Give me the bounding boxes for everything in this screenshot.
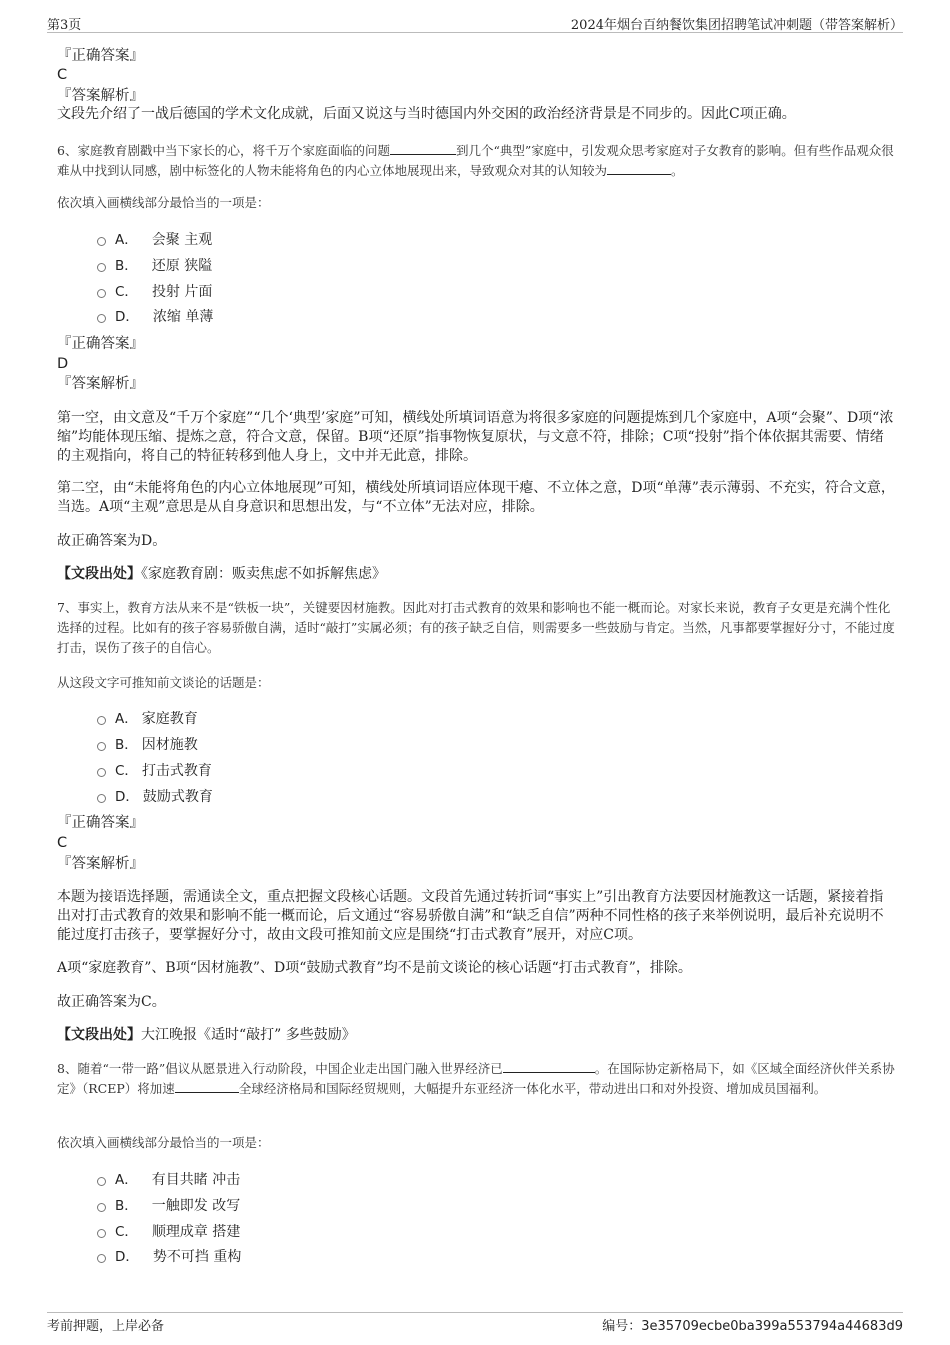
fill-blank <box>390 142 456 155</box>
question-8-option-d[interactable]: D． 势不可挡 重构 <box>97 1248 241 1266</box>
analysis-conclusion: 故正确答案为C。 <box>57 994 166 1010</box>
question-6-option-a[interactable]: A． 会聚 主观 <box>97 231 212 249</box>
source-citation <box>57 1026 897 1045</box>
radio-icon[interactable] <box>97 794 106 803</box>
question-6-prompt: 依次填入画横线部分最恰当的一项是： <box>57 195 270 210</box>
question-7-prompt: 从这段文字可推知前文谈论的话题是： <box>57 675 270 690</box>
radio-icon[interactable] <box>97 1229 106 1238</box>
question-6-text <box>57 141 897 181</box>
radio-icon[interactable] <box>97 1203 106 1212</box>
question-6-text-c: 。 <box>671 163 684 178</box>
answer-value: C <box>57 835 68 851</box>
answer-label: 『正确答案』 <box>57 48 144 64</box>
analysis-conclusion: 故正确答案为D。 <box>57 533 167 549</box>
fill-blank <box>503 1060 595 1073</box>
radio-icon[interactable] <box>97 263 106 272</box>
radio-icon[interactable] <box>97 716 106 725</box>
question-6-option-d[interactable]: D． 浓缩 单薄 <box>97 308 213 326</box>
answer-label: 『正确答案』 <box>57 336 144 352</box>
question-6-option-c[interactable]: C． 投射 片面 <box>97 283 212 301</box>
source-citation <box>57 565 897 584</box>
footer-slogan: 考前押题，上岸必备 <box>47 1319 165 1334</box>
fill-blank <box>607 162 671 175</box>
question-8-text-a: 8、随着“一带一路”倡议从愿景进入行动阶段，中国企业走出国门融入世界经济已 <box>57 1061 503 1076</box>
document-id <box>602 1315 903 1334</box>
page-footer <box>47 1312 903 1335</box>
radio-icon[interactable] <box>97 768 106 777</box>
analysis-paragraph: 第二空，由“未能将角色的内心立体地展现”可知，横线处所填词语应体现干瘪、不立体之意，D项“单薄”表示薄弱、不充实，符合文意，当选。A项“主观”意思是从自身意识和思想出发，与“不立体”无法对应，排除。 <box>57 480 895 515</box>
source-label: 【文段出处】 <box>57 1027 141 1043</box>
question-7-option-b[interactable]: B． 因材施教 <box>97 736 198 754</box>
question-8-text <box>57 1059 897 1099</box>
document-title: 2024年烟台百纳餐饮集团招聘笔试冲刺题（带答案解析） <box>570 18 903 33</box>
answer-value: C <box>57 67 68 83</box>
answer-label: 『正确答案』 <box>57 815 144 831</box>
question-6-option-b[interactable]: B． 还原 狭隘 <box>97 257 212 275</box>
analysis-paragraph: 第一空，由文意及“千万个家庭”“几个‘典型’家庭”可知，横线处所填词语意为将很多家庭的问题提炼到几个家庭中，A项“会聚”、D项“浓缩”均能体现压缩、提炼之意，符合文意，保留。B项“还原”指事物恢复原状，与文意不符，排除；C项“投射”指个体依据其需要、情绪的主观指向，将自己的特征转移到他人身上，文中并无此意，排除。 <box>57 410 894 464</box>
question-8-prompt: 依次填入画横线部分最恰当的一项是： <box>57 1135 270 1150</box>
document-id-label: 编号： <box>602 1319 642 1334</box>
question-7-option-a[interactable]: A． 家庭教育 <box>97 710 198 728</box>
analysis-paragraph: A项“家庭教育”、B项“因材施教”、D项“鼓励式教育”均不是前文谈论的核心话题“打击式教育”，排除。 <box>57 960 692 976</box>
question-6-text-b: 到几个“典型”家庭中，引发观众思考家庭对子女教育的影响。但有些作品观众很难从中找到认同感，剧中标签化的人物未能将角色的内心立体地展现出来，导致观众对其的认知较为 <box>57 143 894 178</box>
question-8-option-a[interactable]: A． 有目共睹 冲击 <box>97 1171 240 1189</box>
question-7-option-c[interactable]: C． 打击式教育 <box>97 762 212 780</box>
answer-value: D <box>57 356 69 372</box>
analysis-text: 文段先介绍了一战后德国的学术文化成就，后面又说这与当时德国内外交困的政治经济背景是不同步的。因此C项正确。 <box>57 106 796 122</box>
page-number: 第3页 <box>47 18 82 33</box>
document-id-value: 3e35709ecbe0ba399a553794a44683d9 <box>641 1319 903 1334</box>
question-8-text-b: 。在国际协定新格局下，如《区域全面经济伙伴关系协定》（RCEP）将加速 <box>57 1061 895 1096</box>
analysis-paragraph: 本题为接语选择题，需通读全文，重点把握文段核心话题。文段首先通过转折词“事实上”引出教育方法要因材施教这一话题，紧接着指出对打击式教育的效果和影响不能一概而论，后文通过“容易骄傲自满”和“缺乏自信”两种不同性格的孩子来举例说明，最后补充说明不能过度打击孩子，要掌握好分寸，故由文段可推知前文应是围绕“打击式教育”展开，对应C项。 <box>57 889 884 943</box>
source-text: 《家庭教育剧：贩卖焦虑不如拆解焦虑》 <box>141 566 386 582</box>
question-8-option-c[interactable]: C． 顺理成章 搭建 <box>97 1223 240 1241</box>
question-8-option-b[interactable]: B． 一触即发 改写 <box>97 1197 240 1215</box>
analysis-label: 『答案解析』 <box>57 856 144 872</box>
radio-icon[interactable] <box>97 237 106 246</box>
source-text: 大江晚报《适时“敲打” 多些鼓励》 <box>141 1027 356 1043</box>
source-label: 【文段出处】 <box>57 566 141 582</box>
question-6-text-a: 6、家庭教育剧戳中当下家长的心，将千万个家庭面临的问题 <box>57 143 390 158</box>
question-7-option-d[interactable]: D． 鼓励式教育 <box>97 788 213 806</box>
analysis-label: 『答案解析』 <box>57 88 144 104</box>
radio-icon[interactable] <box>97 314 106 323</box>
analysis-label: 『答案解析』 <box>57 376 144 392</box>
question-8-text-c: 全球经济格局和国际经贸规则，大幅提升东亚经济一体化水平，带动进出口和对外投资、增加成员国福利。 <box>238 1081 827 1096</box>
radio-icon[interactable] <box>97 1254 106 1263</box>
radio-icon[interactable] <box>97 289 106 298</box>
fill-blank <box>175 1080 239 1093</box>
question-7-text: 7、事实上，教育方法从来不是“铁板一块”，关键要因材施教。因此对打击式教育的效果和影响也不能一概而论。对家长来说，教育子女更是充满个性化选择的过程。比如有的孩子容易骄傲自满，适时“敲打”实属必须；有的孩子缺乏自信，则需要多一些鼓励与肯定。当然，凡事都要掌握好分寸，不能过度打击，误伤了孩子的自信心。 <box>57 600 895 655</box>
radio-icon[interactable] <box>97 1177 106 1186</box>
radio-icon[interactable] <box>97 742 106 751</box>
